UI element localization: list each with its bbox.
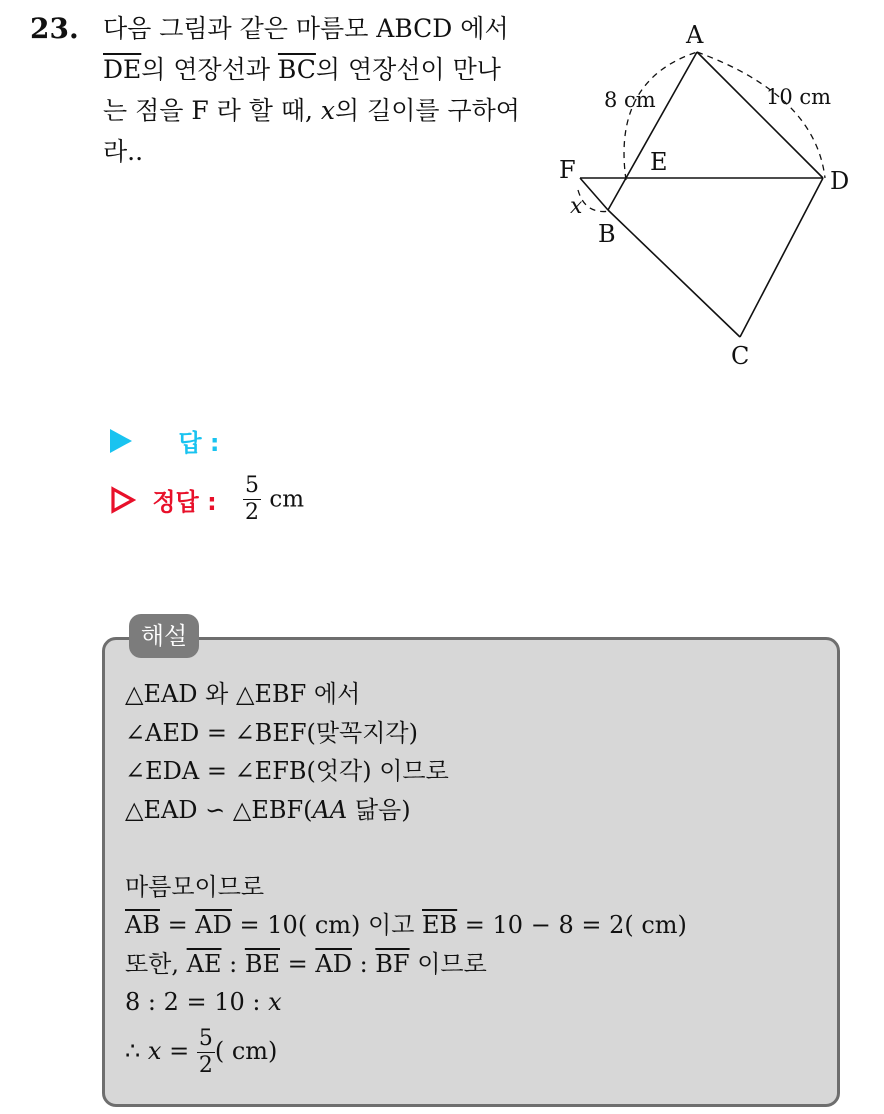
segment-ab: $\overline{AB}$ bbox=[125, 911, 160, 939]
line-fb bbox=[580, 178, 608, 210]
solution-text-part: 또한, bbox=[125, 949, 187, 978]
rhombus-figure bbox=[545, 15, 865, 375]
solution-text-part: = bbox=[280, 949, 316, 978]
question-text bbox=[103, 8, 533, 172]
solution-text-part: = 10( cm) 이고 bbox=[231, 911, 423, 939]
solution-text-part: 이므로 bbox=[409, 949, 487, 978]
segment-bc: $\overline{BC}$ bbox=[277, 55, 316, 84]
solution-text-part: = 10 − 8 = 2( cm) bbox=[457, 911, 687, 939]
correct-numerator: 5 bbox=[245, 473, 260, 498]
solution-line bbox=[125, 1026, 687, 1079]
solution-line bbox=[125, 791, 687, 830]
segment-ad: $\overline{AD}$ bbox=[195, 911, 232, 939]
solution-text-part: 8 : 2 = 10 : bbox=[125, 988, 269, 1016]
question-text-part: 의 연장선과 bbox=[141, 55, 278, 84]
question-number: 23. bbox=[30, 12, 79, 45]
solution-text-part: = bbox=[161, 1036, 197, 1065]
segment-ae: $\overline{AE}$ bbox=[186, 949, 222, 978]
answer-label: 답 : bbox=[178, 429, 220, 457]
solution-text-part: ∴ bbox=[125, 1036, 148, 1065]
solution-line: ∠EDA = ∠EFB(엇각) 이므로 bbox=[125, 757, 449, 785]
variable-x: x bbox=[268, 988, 282, 1016]
solution-text-part: : bbox=[221, 949, 245, 978]
correct-answer-row bbox=[110, 473, 304, 526]
solution-text-part: ( cm) bbox=[214, 1036, 278, 1065]
solution-line: 마름모이므로 bbox=[125, 872, 265, 901]
label-c: C bbox=[731, 342, 750, 370]
label-a: A bbox=[686, 21, 704, 49]
variable-x: x bbox=[147, 1036, 162, 1065]
solution-line bbox=[125, 906, 687, 945]
correct-denominator: 2 bbox=[245, 500, 260, 525]
label-d: D bbox=[830, 167, 850, 195]
question-line-4: 라.. bbox=[103, 137, 144, 166]
solution-text-part: 닮음) bbox=[347, 795, 411, 824]
fraction-numerator: 5 bbox=[198, 1025, 213, 1051]
solution-text-part: : bbox=[351, 949, 376, 978]
solution-fraction bbox=[197, 1026, 215, 1079]
side-ad bbox=[697, 52, 823, 178]
length-ad-label: 10 cm bbox=[766, 85, 832, 109]
outline-arrow-icon bbox=[110, 486, 136, 514]
solution-text bbox=[125, 675, 687, 1079]
correct-label: 정답 : bbox=[152, 488, 217, 516]
solution-line: ∠AED = ∠BEF(맞꼭지각) bbox=[125, 718, 418, 747]
side-ba bbox=[608, 52, 697, 210]
question-text-part: 의 길이를 구하여 bbox=[334, 96, 520, 125]
answer-row bbox=[110, 423, 220, 458]
side-cb bbox=[608, 210, 740, 337]
label-b: B bbox=[598, 220, 616, 248]
segment-ad: $\overline{AD}$ bbox=[315, 949, 352, 978]
segment-eb: $\overline{EB}$ bbox=[422, 911, 458, 939]
solution-text-part: AA bbox=[312, 795, 348, 824]
label-e: E bbox=[650, 148, 668, 176]
solution-blank-line bbox=[125, 829, 687, 868]
fraction-denominator: 2 bbox=[198, 1052, 213, 1078]
label-f: F bbox=[559, 156, 576, 184]
solution-line bbox=[125, 983, 687, 1022]
variable-x: x bbox=[320, 96, 335, 125]
correct-fraction bbox=[243, 473, 261, 526]
label-x: x bbox=[570, 194, 583, 219]
question-text-part: 는 점을 F 라 할 때, bbox=[103, 96, 321, 125]
question-line-1: 다음 그림과 같은 마름모 ABCD 에서 bbox=[103, 14, 509, 43]
solution-text-part: △EAD ∽ △EBF( bbox=[125, 795, 313, 824]
solution-line: △EAD 와 △EBF 에서 bbox=[125, 680, 361, 708]
side-dc bbox=[740, 178, 823, 337]
length-ab-label: 8 cm bbox=[604, 88, 656, 112]
segment-de: $\overline{DE}$ bbox=[103, 55, 142, 84]
segment-be: $\overline{BE}$ bbox=[244, 949, 280, 978]
question-text-part: 의 연장선이 만나 bbox=[315, 55, 501, 84]
solution-text-part: = bbox=[159, 911, 196, 939]
play-arrow-icon bbox=[110, 429, 132, 453]
correct-unit: cm bbox=[269, 486, 305, 513]
solution-tag: 해설 bbox=[129, 614, 199, 658]
question-line-3 bbox=[103, 90, 533, 131]
question-line-2 bbox=[103, 49, 533, 90]
segment-bf: $\overline{BF}$ bbox=[375, 949, 410, 978]
solution-line bbox=[125, 945, 687, 984]
